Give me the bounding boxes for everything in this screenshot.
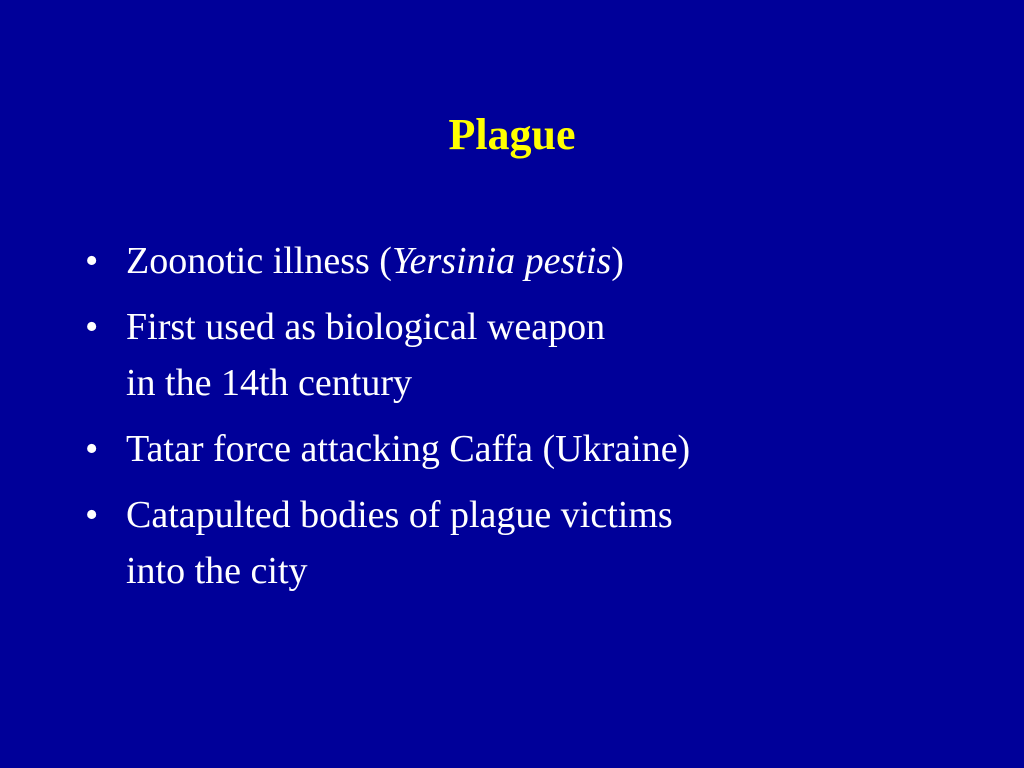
bullet-text-line-1: Tatar force attacking Caffa (Ukraine) [126, 428, 691, 470]
bullet-text-line-1: Catapulted bodies of plague victims [126, 494, 673, 536]
bullet-marker: • [85, 494, 99, 536]
bullet-list [85, 233, 985, 609]
bullet-item-3 [85, 421, 985, 477]
bullet-marker: • [85, 428, 99, 470]
bullet-marker: • [85, 240, 99, 282]
bullet-text [126, 421, 985, 477]
bullet-text-post: ) [611, 240, 624, 282]
bullet-text [126, 299, 985, 411]
bullet-text-line-2: into the city [126, 550, 308, 592]
bullet-text [126, 487, 985, 599]
bullet-item-4 [85, 487, 985, 599]
bullet-marker: • [85, 306, 99, 348]
bullet-text [126, 240, 624, 282]
bullet-text-italic-species: Yersinia pestis [391, 240, 612, 282]
bullet-text-pre: Zoonotic illness ( [126, 240, 392, 282]
bullet-item-2 [85, 299, 985, 411]
slide-title: Plague [448, 110, 576, 159]
bullet-text-line-2: in the 14th century [126, 362, 412, 404]
bullet-item-1 [85, 233, 985, 289]
bullet-text-line-1: First used as biological weapon [126, 306, 606, 348]
